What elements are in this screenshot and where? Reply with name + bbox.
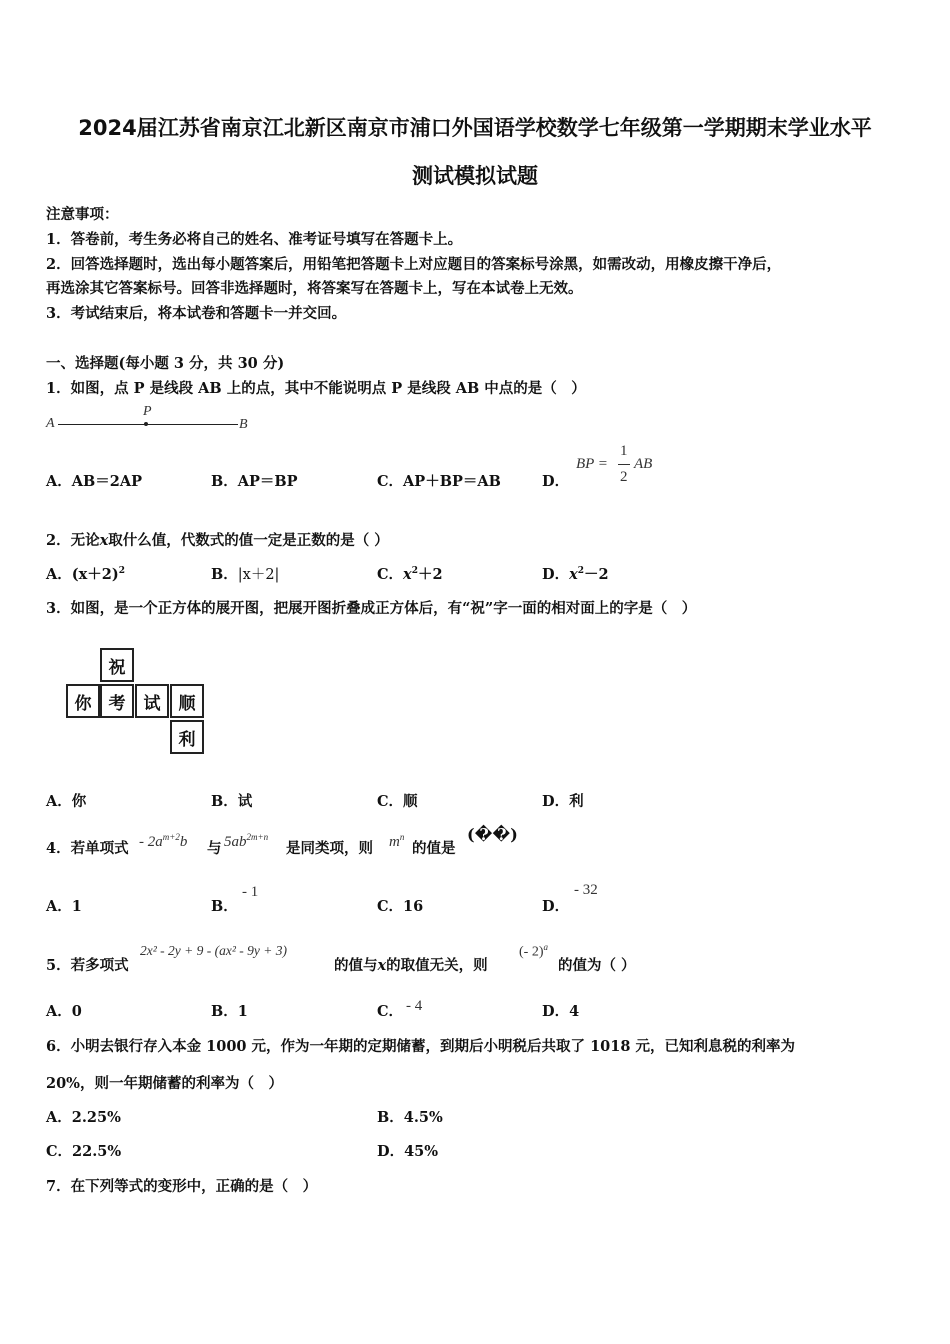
q2-d-expr: x — [569, 566, 578, 583]
notice-item-3: 3．考试结束后，将本试卷和答题卡一并交回。 — [46, 305, 347, 322]
q1-segment-figure — [44, 404, 264, 438]
q2-option-b — [211, 563, 279, 584]
q5-var: x — [377, 957, 387, 974]
q5-stem-b — [334, 954, 488, 975]
q3-cell-ni: 你 — [66, 684, 100, 718]
q4-m1: - 2a — [139, 834, 163, 850]
notice-item-2: 2．回答选择题时，选出每小题答案后，用铅笔把答题卡上对应题目的答案标号涂黑，如需改动，用橡皮擦干净后， — [46, 256, 782, 273]
q3-stem: 3．如图，是一个正方体的展开图，把展开图折叠成正方体后，有“祝”字一面的相对面上的字是（ ） — [46, 600, 697, 617]
q4-stem-c: 的值是 — [412, 840, 456, 857]
q4-monomial-3 — [389, 832, 404, 851]
q7-stem: 7．在下列等式的变形中，正确的是（ ） — [46, 1178, 318, 1195]
notice-item-1: 1．答卷前，考生务必将自己的姓名、准考证号填写在答题卡上。 — [46, 231, 463, 248]
notice-heading: 注意事项： — [46, 206, 119, 223]
notice-item-2-cont: 再选涂其它答案标号。回答非选择题时，将答案写在答题卡上，写在本试卷上无效。 — [46, 280, 583, 297]
q1-d-fraction-bar — [618, 464, 630, 465]
q1-stem: 1．如图，点 P 是线段 AB 上的点，其中不能说明点 P 是线段 AB 中点的是（ ） — [46, 380, 586, 397]
q1-option-a: A．AB＝2AP — [46, 473, 142, 490]
q1-point-b: B — [239, 417, 248, 432]
q1-segment-line — [58, 424, 238, 425]
q5-option-a: A．0 — [46, 1003, 82, 1020]
q6-stem-line2: 20%，则一年期储蓄的利率为（ ） — [46, 1075, 283, 1092]
q4-option-b-value: - 1 — [242, 884, 259, 900]
q4-tail: (��) — [467, 825, 518, 844]
q2-c-expr: x — [403, 566, 412, 583]
q4-monomial-1 — [139, 832, 187, 851]
q5-polynomial: 2x² - 2y + 9 - (ax² - 9y + 3) — [140, 943, 288, 958]
q2-d-sup: 2 — [577, 566, 584, 577]
q4-mid: 与 — [207, 840, 222, 857]
q5-stem-d: 的值为（ ） — [558, 957, 636, 974]
q3-option-d: D．利 — [542, 793, 584, 810]
q2-d-label: D． — [542, 566, 570, 583]
q4-m3-sup: n — [399, 832, 405, 842]
q2-option-d — [542, 563, 609, 584]
q4-m1-sup: m+2 — [162, 832, 180, 842]
q2-b-label: B． — [211, 566, 238, 583]
q2-c-tail: ＋2 — [417, 566, 443, 583]
q3-cell-kao: 考 — [100, 684, 134, 718]
q6-option-d: D．45% — [377, 1143, 439, 1160]
q4-m2-sup: 2m+n — [246, 832, 269, 842]
q3-option-c: C．顺 — [377, 793, 418, 810]
q3-cube-net — [66, 648, 211, 756]
q2-option-c — [377, 563, 443, 584]
q2-a-expr: (x＋2) — [71, 566, 119, 583]
q6-option-a: A．2.25% — [46, 1109, 121, 1126]
q2-a-sup: 2 — [118, 566, 125, 577]
q3-cell-li: 利 — [170, 720, 204, 754]
q2-stem-a: 2．无论 — [46, 532, 100, 549]
q3-cell-shi: 试 — [135, 684, 169, 718]
q2-c-label: C． — [377, 566, 404, 583]
q1-d-lhs: BP = — [576, 456, 608, 472]
q4-option-d: D． — [542, 898, 570, 915]
q1-point-p-dot — [144, 422, 148, 426]
q3-cell-shun: 顺 — [170, 684, 204, 718]
q3-option-a: A．你 — [46, 793, 87, 810]
q2-c-sup: 2 — [411, 566, 418, 577]
q5-option-d: D．4 — [542, 1003, 580, 1020]
q1-d-num: 1 — [620, 443, 628, 459]
page-title-line1: 2024届江苏省南京江北新区南京市浦口外国语学校数学七年级第一学期期末学业水平 — [78, 116, 872, 140]
q5-pow: (- 2) — [519, 944, 544, 960]
section-heading: 一、选择题(每小题 3 分，共 30 分) — [46, 355, 285, 372]
q3-option-b: B．试 — [211, 793, 253, 810]
q4-m2: 5ab — [224, 834, 247, 850]
q4-option-d-value: - 32 — [574, 882, 598, 898]
q5-option-b: B．1 — [211, 1003, 248, 1020]
q4-m3: m — [389, 834, 400, 850]
q5-stem-c: 的取值无关，则 — [386, 957, 488, 974]
q4-m1-tail: b — [179, 834, 188, 850]
q1-d-rhs: AB — [634, 456, 653, 472]
q5-option-c: C． — [377, 1003, 404, 1020]
q2-var: x — [99, 532, 109, 549]
q6-option-c: C．22.5% — [46, 1143, 122, 1160]
q2-stem — [46, 529, 389, 550]
page-title-line2: 测试模拟试题 — [412, 164, 538, 188]
q5-option-c-value: - 4 — [406, 998, 423, 1014]
q1-option-c: C．AP＋BP＝AB — [377, 473, 501, 490]
q5-pow-sup: a — [543, 942, 548, 952]
q2-d-tail: －2 — [584, 566, 609, 583]
q5-stem-a: 5．若多项式 — [46, 957, 129, 974]
q2-option-a — [46, 563, 125, 584]
q1-point-p: P — [143, 404, 152, 419]
q5-power — [519, 942, 548, 961]
q2-a-label: A． — [46, 566, 72, 583]
q2-b-expr: |x＋2| — [237, 567, 280, 583]
q1-option-b: B．AP＝BP — [211, 473, 298, 490]
q4-option-b: B． — [211, 898, 238, 915]
q1-point-a: A — [46, 416, 55, 431]
q3-cell-zhu: 祝 — [100, 648, 134, 682]
q6-option-b: B．4.5% — [377, 1109, 443, 1126]
q4-stem-a: 4．若单项式 — [46, 840, 129, 857]
q2-stem-b: 取什么值，代数式的值一定是正数的是（ ） — [108, 532, 389, 549]
q4-stem-b: 是同类项，则 — [286, 840, 373, 857]
q5-stem-b-text: 的值与 — [334, 957, 378, 974]
q1-d-den: 2 — [620, 469, 628, 485]
q4-option-a: A．1 — [46, 898, 82, 915]
q1-option-d: D． — [542, 473, 570, 490]
q4-monomial-2 — [224, 832, 268, 851]
q4-option-c: C．16 — [377, 898, 424, 915]
q6-stem-line1: 6．小明去银行存入本金 1000 元，作为一年期的定期储蓄，到期后小明税后共取了 1018 元，已知利息税的利率为 — [46, 1038, 795, 1055]
